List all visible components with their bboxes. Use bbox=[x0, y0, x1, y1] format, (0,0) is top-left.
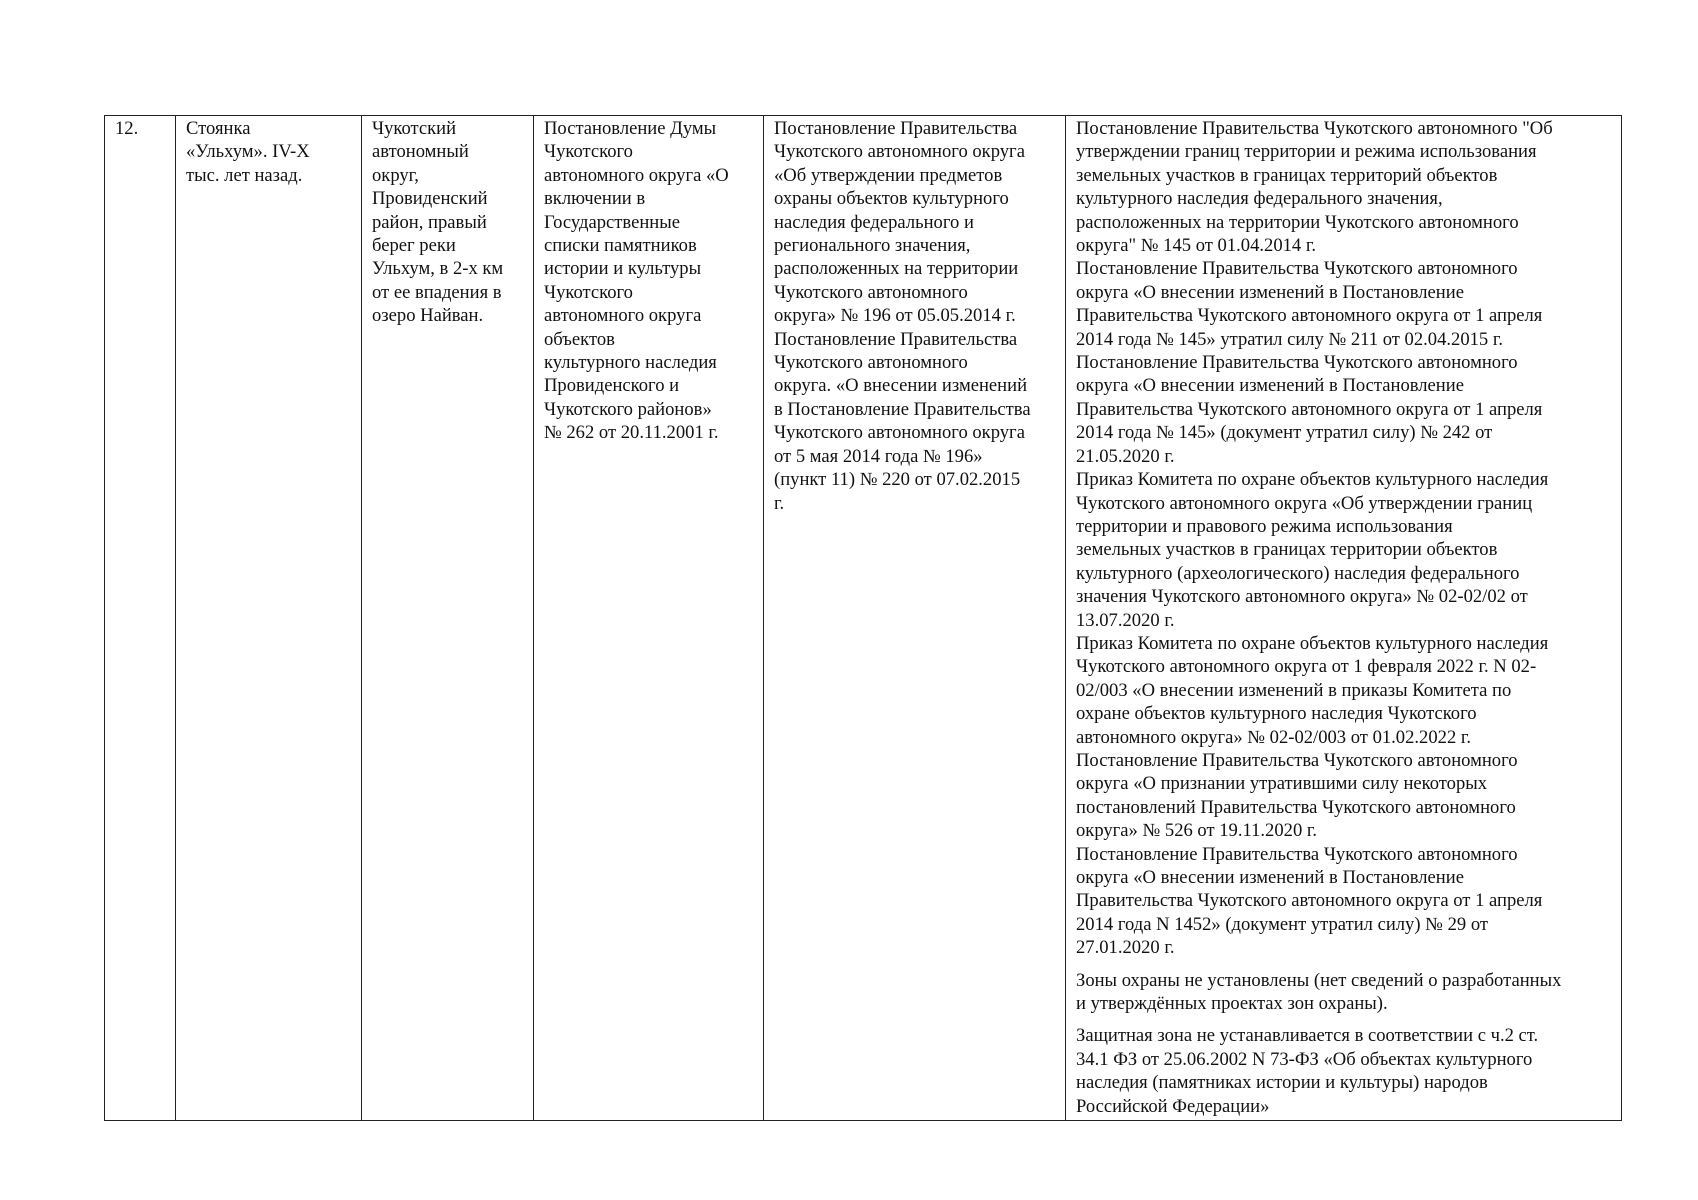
protection-subject-line: Постановление Правительства bbox=[774, 118, 1018, 139]
boundaries-line: 2014 года № 145» (документ утратил силу) № 242 от bbox=[1076, 422, 1493, 444]
location-line: берег реки bbox=[372, 235, 456, 257]
row-number: 12. bbox=[115, 118, 139, 139]
boundaries-line: Правительства Чукотского автономного округа от 1 апреля bbox=[1076, 890, 1543, 912]
protection-zones-note bbox=[1076, 969, 1615, 1016]
protective-zone-note bbox=[1076, 1024, 1615, 1118]
protection-subject-line: охраны объектов культурного bbox=[774, 188, 1009, 210]
location-line: округ, bbox=[372, 164, 419, 186]
inclusion-act-line: № 262 от 20.11.2001 г. bbox=[544, 422, 719, 444]
location-line: район, правый bbox=[372, 211, 487, 233]
protection-subject-line: г. bbox=[774, 492, 785, 514]
inclusion-act-line: Постановление Думы bbox=[544, 118, 717, 139]
protective-zone-line: Российской Федерации» bbox=[1076, 1095, 1270, 1117]
row-number-cell bbox=[105, 116, 176, 1121]
protection-subject-line: Чукотского автономного округа bbox=[774, 422, 1025, 444]
boundaries-line: 02/003 «О внесении изменений в приказы Комитета по bbox=[1076, 679, 1512, 701]
object-name-line: «Ульхум». IV-X bbox=[186, 141, 310, 163]
protection-subject-line: Чукотского автономного округа bbox=[774, 141, 1025, 163]
inclusion-act-line: автономного округа bbox=[544, 305, 702, 327]
boundaries-line: автономного округа» № 02-02/003 от 01.02.2022 г. bbox=[1076, 726, 1472, 748]
zones-line: Зоны охраны не установлены (нет сведений о разработанных bbox=[1076, 969, 1562, 991]
location-line: Чукотский bbox=[372, 118, 457, 139]
boundaries-line: Постановление Правительства Чукотского автономного "Об bbox=[1076, 118, 1553, 139]
protection-subject-line: Чукотского автономного bbox=[774, 352, 968, 374]
protection-subject-line: (пункт 11) № 220 от 07.02.2015 bbox=[774, 469, 1021, 491]
inclusion-act-line: истории и культуры bbox=[544, 258, 702, 280]
boundaries-line: постановлений Правительства Чукотского автономного bbox=[1076, 796, 1516, 818]
boundaries-line: земельных участков в границах территории объектов bbox=[1076, 539, 1498, 561]
boundaries-line: округа» № 526 от 19.11.2020 г. bbox=[1076, 820, 1318, 842]
protective-zone-line: наследия (памятниках истории и культуры) народов bbox=[1076, 1072, 1488, 1094]
inclusion-act-cell bbox=[534, 116, 764, 1121]
boundaries-line: Приказ Комитета по охране объектов культурного наследия bbox=[1076, 632, 1549, 654]
boundaries-line: Постановление Правительства Чукотского автономного bbox=[1076, 749, 1518, 771]
object-name-line: тыс. лет назад. bbox=[186, 164, 303, 186]
boundaries-line: Чукотского автономного округа от 1 февраля 2022 г. N 02- bbox=[1076, 656, 1537, 678]
boundaries-acts bbox=[1076, 117, 1615, 960]
zones-line: и утверждённых проектах зон охраны). bbox=[1076, 993, 1388, 1015]
boundaries-line: Правительства Чукотского автономного округа от 1 апреля bbox=[1076, 398, 1543, 420]
boundaries-line: округа «О внесении изменений в Постановление bbox=[1076, 867, 1464, 888]
boundaries-line: Постановление Правительства Чукотского автономного bbox=[1076, 352, 1518, 374]
protection-subject-line: Постановление Правительства bbox=[774, 328, 1018, 350]
boundaries-line: культурного наследия федерального значения, bbox=[1076, 188, 1443, 210]
boundaries-line: округа" № 145 от 01.04.2014 г. bbox=[1076, 235, 1317, 257]
protection-subject-line: Чукотского автономного bbox=[774, 281, 968, 303]
inclusion-act-line: Чукотского районов» bbox=[544, 398, 712, 420]
object-name-line: Стоянка bbox=[186, 118, 251, 139]
boundaries-line: Постановление Правительства Чукотского автономного bbox=[1076, 843, 1518, 865]
boundaries-line: земельных участков в границах территорий объектов bbox=[1076, 164, 1498, 186]
inclusion-act-line: Чукотского bbox=[544, 141, 633, 163]
inclusion-act-line: Чукотского bbox=[544, 281, 633, 303]
protective-zone-line: Защитная зона не устанавливается в соответствии с ч.2 ст. bbox=[1076, 1025, 1539, 1047]
protection-subject-cell bbox=[764, 116, 1066, 1121]
protection-subject-line: «Об утверждении предметов bbox=[774, 164, 1003, 186]
boundaries-line: 13.07.2020 г. bbox=[1076, 609, 1175, 631]
inclusion-act-line: списки памятников bbox=[544, 235, 697, 257]
boundaries-line: 21.05.2020 г. bbox=[1076, 445, 1175, 467]
protection-subject-line: регионального значения, bbox=[774, 235, 971, 257]
inclusion-act-line: автономного округа «О bbox=[544, 164, 729, 186]
boundaries-cell bbox=[1066, 116, 1622, 1121]
object-name-cell bbox=[176, 116, 362, 1121]
boundaries-line: 27.01.2020 г. bbox=[1076, 937, 1175, 959]
inclusion-act-line: объектов bbox=[544, 328, 615, 350]
boundaries-line: Приказ Комитета по охране объектов культурного наследия bbox=[1076, 469, 1549, 491]
heritage-registry-table bbox=[104, 115, 1622, 1121]
location-cell bbox=[362, 116, 534, 1121]
inclusion-act-line: включении в bbox=[544, 188, 646, 210]
boundaries-line: округа «О признании утратившими силу некоторых bbox=[1076, 773, 1488, 795]
boundaries-line: 2014 года N 1452» (документ утратил силу) № 29 от bbox=[1076, 913, 1488, 935]
boundaries-line: утверждении границ территории и режима использования bbox=[1076, 141, 1537, 163]
boundaries-line: Чукотского автономного округа «Об утверждении границ bbox=[1076, 492, 1533, 514]
inclusion-act-line: Государственные bbox=[544, 211, 680, 233]
boundaries-line: охране объектов культурного наследия Чукотского bbox=[1076, 703, 1477, 725]
boundaries-line: округа «О внесении изменений в Постановление bbox=[1076, 281, 1464, 303]
protection-subject-line: в Постановление Правительства bbox=[774, 398, 1031, 420]
boundaries-line: территории и правового режима использования bbox=[1076, 515, 1453, 537]
boundaries-line: Правительства Чукотского автономного округа от 1 апреля bbox=[1076, 305, 1543, 327]
location-line: озеро Найван. bbox=[372, 305, 484, 327]
protection-subject-line: наследия федерального и bbox=[774, 211, 974, 233]
location-line: от ее впадения в bbox=[372, 281, 502, 303]
inclusion-act-line: культурного наследия bbox=[544, 352, 717, 374]
table-row bbox=[105, 116, 1622, 1121]
protection-subject-line: от 5 мая 2014 года № 196» bbox=[774, 445, 983, 467]
location-line: Ульхум, в 2-х км bbox=[372, 258, 504, 280]
location-line: Провиденский bbox=[372, 188, 488, 210]
boundaries-line: округа «О внесении изменений в Постановление bbox=[1076, 375, 1464, 397]
protection-subject-line: расположенных на территории bbox=[774, 258, 1019, 280]
boundaries-line: культурного (археологического) наследия федерального bbox=[1076, 562, 1520, 584]
boundaries-line: Постановление Правительства Чукотского автономного bbox=[1076, 258, 1518, 280]
boundaries-line: расположенных на территории Чукотского автономного bbox=[1076, 211, 1519, 233]
boundaries-line: 2014 года № 145» утратил силу № 211 от 02.04.2015 г. bbox=[1076, 328, 1504, 350]
location-line: автономный bbox=[372, 141, 469, 163]
boundaries-line: значения Чукотского автономного округа» № 02-02/02 от bbox=[1076, 586, 1528, 608]
protection-subject-line: округа. «О внесении изменений bbox=[774, 375, 1028, 397]
inclusion-act-line: Провиденского и bbox=[544, 375, 680, 397]
protective-zone-line: 34.1 ФЗ от 25.06.2002 N 73-ФЗ «Об объектах культурного bbox=[1076, 1048, 1533, 1070]
protection-subject-line: округа» № 196 от 05.05.2014 г. bbox=[774, 305, 1016, 327]
